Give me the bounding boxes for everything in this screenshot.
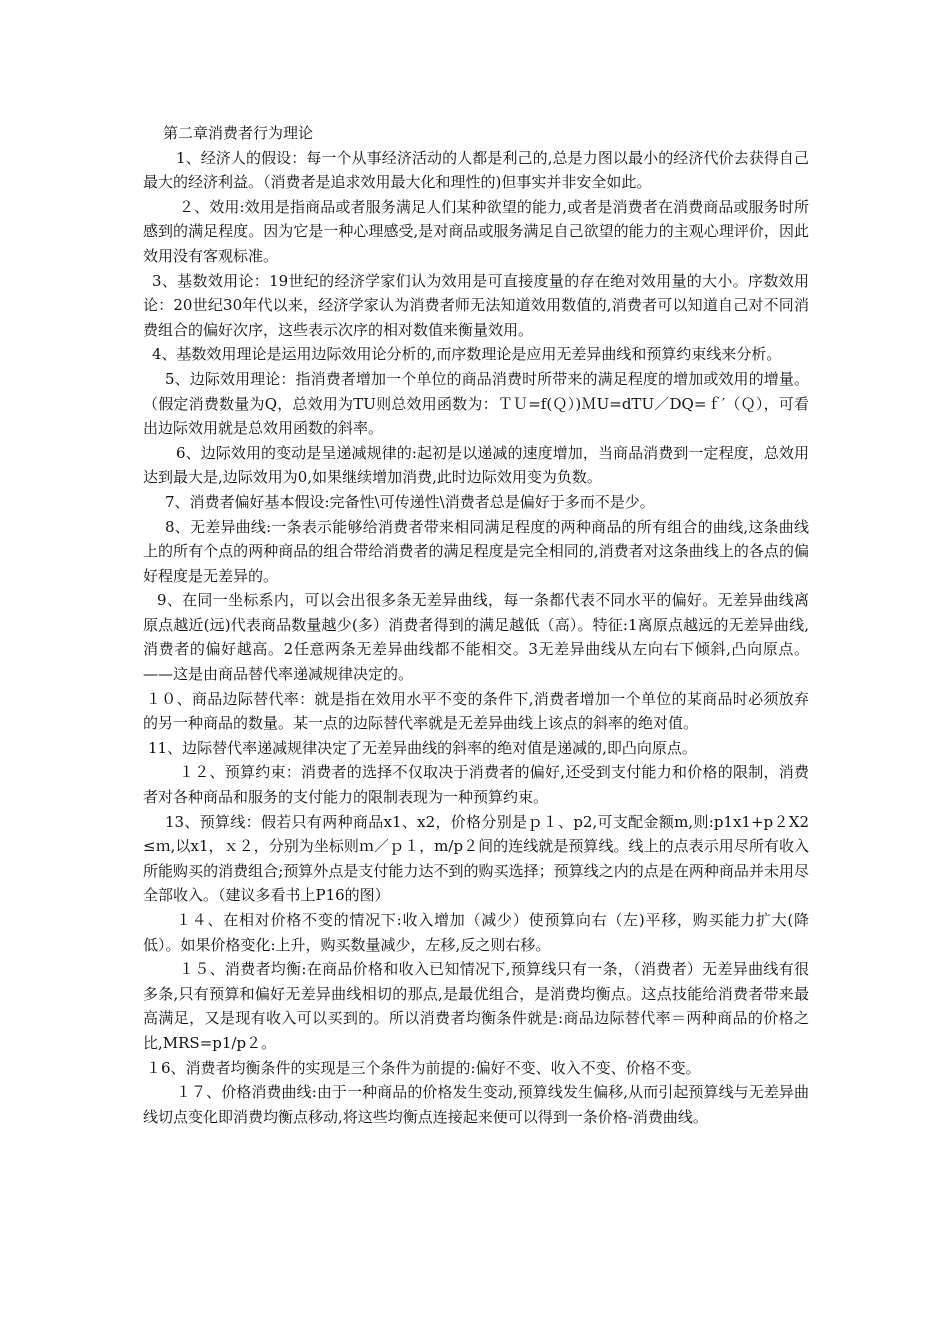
paragraph-3: 3、基数效用论：19世纪的经济学家们认为效用是可直接度量的存在绝对效用量的大小。序数效用论：20世纪30年代以来，经济学家认为消费者师无法知道效用数值的,消费者可以知道自己对不同消费组合的偏好次序，这些表示次序的相对数值来衡量效用。 bbox=[143, 271, 809, 339]
paragraph-14: １４、在相对价格不变的情况下:收入增加（减少）使预算向右（左)平移，购买能力扩大(降低）。如果价格变化:上升，购买数量减少，左移,反之则右移。 bbox=[143, 911, 809, 954]
paragraph-6: 6、边际效用的变动是呈递减规律的:起初是以递减的速度增加，当商品消费到一定程度，总效用达到最大是,边际效用为0,如果继续增加消费,此时边际效用变为负数。 bbox=[143, 443, 809, 487]
paragraph-4: 4、基数效用理论是运用边际效用论分析的,而序数理论是应用无差异曲线和预算约束线来分析。 bbox=[152, 345, 782, 364]
paragraph-16: １6、消费者均衡条件的实现是三个条件为前提的:偏好不变、收入不变、价格不变。 bbox=[146, 1058, 701, 1077]
paragraph-8: 8、无差异曲线:一条表示能够给消费者带来相同满足程度的两种商品的所有组合的曲线,这条曲线上的所有个点的两种商品的组合带给消费者的满足程度是完全相同的,消费者对这条曲线上的各点的偏好程度是无差异的。 bbox=[143, 517, 809, 585]
paragraph-12: １２、预算约束：消费者的选择不仅取决于消费者的偏好,还受到支付能力和价格的限制，消费者对各种商品和服务的支付能力的限制表现为一种预算约束。 bbox=[143, 763, 809, 807]
chapter-title: 第二章消费者行为理论 bbox=[163, 124, 314, 142]
paragraph-1: 1、经济人的假设：每一个从事经济活动的人都是利己的,总是力图以最小的经济代价去获得自己最大的经济利益。（消费者是追求效用最大化和理性的)但事实并非安全如此。 bbox=[143, 148, 809, 192]
document-body bbox=[143, 121, 809, 1129]
paragraph-15: １５、消费者均衡:在商品价格和收入已知情况下,预算线只有一条，（消费者）无差异曲线有很多条,只有预算和偏好无差异曲线相切的那点,是最优组合，是消费均衡点。这点技能给消费者带来最高满足，又是现有收入可以买到的。所以消费者均衡条件就是:商品边际替代率＝两种商品的价格之比,MRS=p1/p２。 bbox=[143, 960, 809, 1052]
paragraph-11: 11、边际替代率递减规律决定了无差异曲线的斜率的绝对值是递减的,即凸向原点。 bbox=[148, 738, 697, 757]
paragraph-2: ２、效用:效用是指商品或者服务满足人们某种欲望的能力,或者是消费者在消费商品或服务时所感到的满足程度。因为它是一种心理感受,是对商品或服务满足自己欲望的能力的主观心理评价，因此效用没有客观标准。 bbox=[143, 197, 809, 265]
paragraph-9: 9、在同一坐标系内，可以会出很多条无差异曲线，每一条都代表不同水平的偏好。无差异曲线离原点越近(远)代表商品数量越少(多）消费者得到的满足越低（高）。特征:1离原点越远的无差异曲线,消费者的偏好越高。2任意两条无差异曲线都不能相交。3无差异曲线从左向右下倾斜,凸向原点。——这是由商品替代率递减规律决定的。 bbox=[143, 591, 809, 684]
paragraph-5: 5、边际效用理论：指消费者增加一个单位的商品消费时所带来的满足程度的增加或效用的增量。（假定消费数量为Q，总效用为TU则总效用函数为：ＴＵ=f(Ｑ）)ＭU=dTU／DQ=ｆ′（Ｑ），可看出边际效用就是总效用函数的斜率。 bbox=[143, 369, 809, 438]
paragraph-7: 7、消费者偏好基本假设:完备性\可传递性\消费者总是偏好于多而不是少。 bbox=[165, 492, 655, 511]
paragraph-13: 13、预算线：假若只有两种商品x1、x2，价格分别是ｐ１、p2,可支配金额m,则:p1x1+p２X2≤ｍ,以x1，ｘ２，分别为坐标则ｍ／ｐ１，m/p２间的连线就是预算线。线上的点表示用尽所有收入所能购买的消费组合;预算外点是支付能力达不到的购买选择；预算线之内的点是在两种商品并未用尽全部收入。（建议多看书上P16的图） bbox=[143, 812, 809, 905]
paragraph-10: １０、商品边际替代率：就是指在效用水平不变的条件下,消费者增加一个单位的某商品时必须放弃的另一种商品的数量。某一点的边际替代率就是无差异曲线上该点的斜率的绝对值。 bbox=[143, 689, 809, 733]
paragraph-17: １７、价格消费曲线:由于一种商品的价格发生变动,预算线发生偏移,从而引起预算线与无差异曲线切点变化即消费均衡点移动,将这些均衡点连接起来便可以得到一条价格-消费曲线。 bbox=[143, 1083, 809, 1126]
